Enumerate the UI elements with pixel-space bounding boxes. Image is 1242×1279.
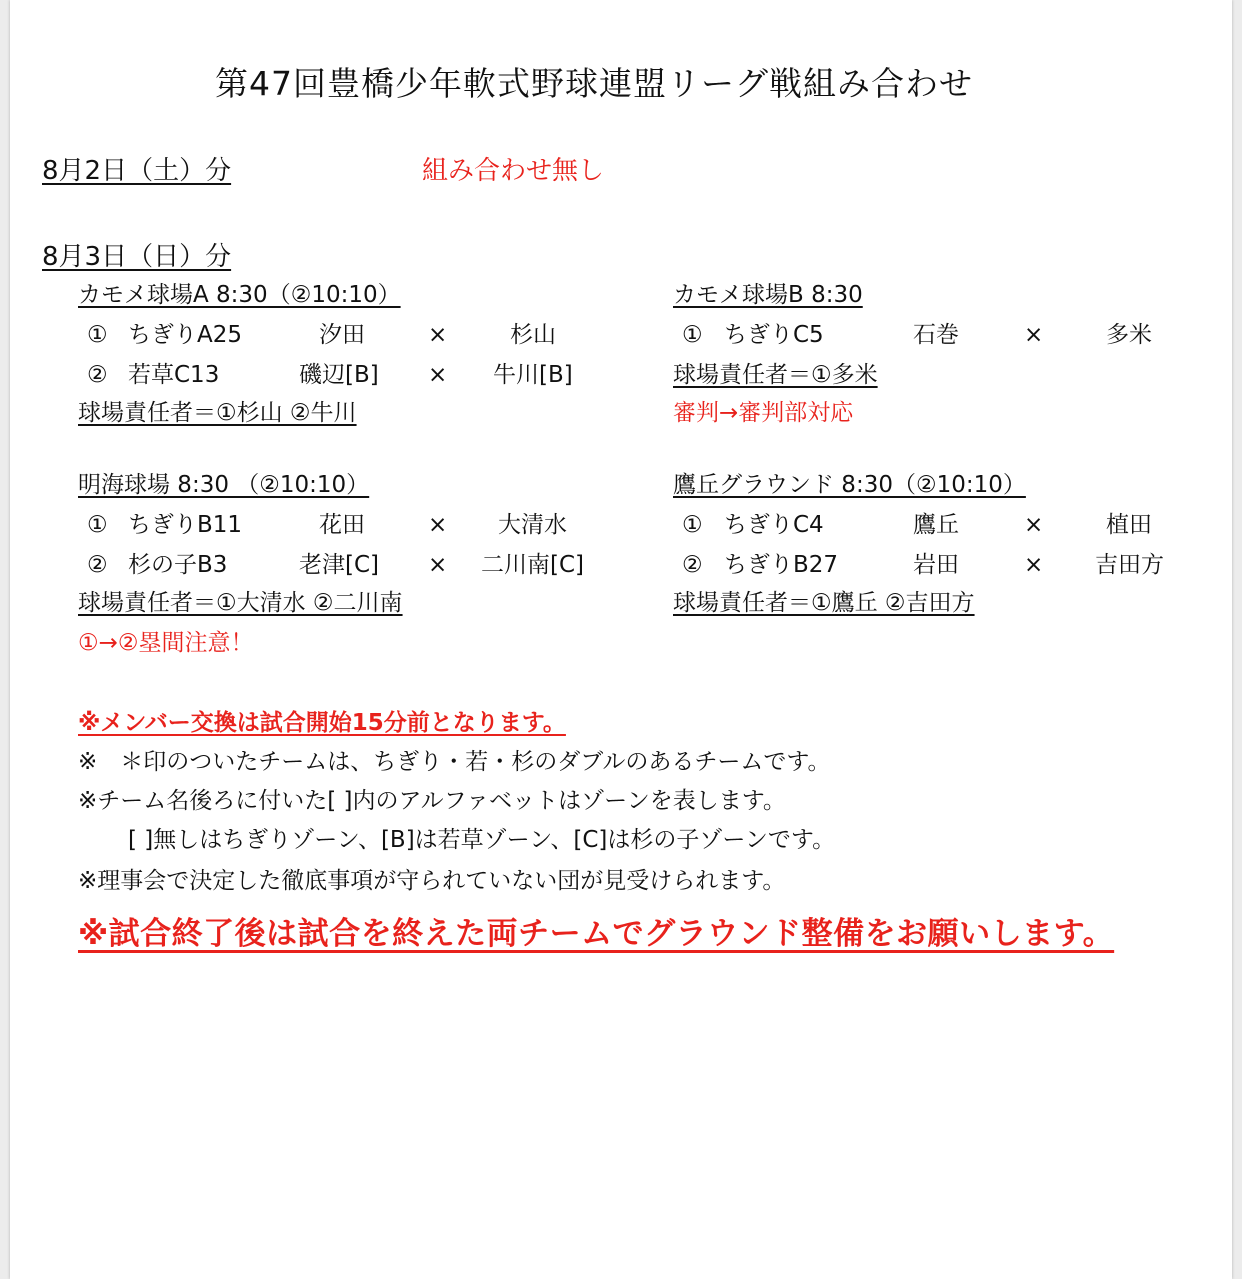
versus-mark: × xyxy=(428,322,448,348)
ground-maintenance-note: ※試合終了後は試合を終えた両チームでグラウンド整備をお願いします。 xyxy=(78,916,1115,952)
home-team: 磯辺[B] xyxy=(299,362,379,388)
versus-mark: × xyxy=(1024,322,1044,348)
day1-note: 組み合わせ無し xyxy=(422,156,605,186)
game-class: 杉の子B3 xyxy=(128,552,228,578)
away-team: 大清水 xyxy=(498,512,567,538)
day1-date: 8月2日（土）分 xyxy=(42,156,232,186)
ground-manager: 球場責任者＝①杉山 ②牛川 xyxy=(78,400,357,426)
home-team: 花田 xyxy=(319,512,365,538)
versus-mark: × xyxy=(428,512,448,538)
game-class: ちぎりC5 xyxy=(724,322,824,348)
umpire-note: 審判→審判部対応 xyxy=(673,400,854,426)
game-no: ② xyxy=(682,552,703,578)
away-team: 杉山 xyxy=(510,322,556,348)
game-class: ちぎりA25 xyxy=(128,322,243,348)
versus-mark: × xyxy=(428,362,448,388)
venue-header: 明海球場 8:30 （②10:10） xyxy=(78,472,370,498)
ground-manager: 球場責任者＝①大清水 ②二川南 xyxy=(78,590,403,616)
zone-detail-note: [ ]無しはちぎりゾーン、[B]は若草ゾーン、[C]は杉の子ゾーンです。 xyxy=(128,827,836,853)
home-team: 鷹丘 xyxy=(913,512,959,538)
ground-manager: 球場責任者＝①鷹丘 ②吉田方 xyxy=(673,590,975,616)
away-team: 多米 xyxy=(1106,322,1152,348)
ground-manager: 球場責任者＝①多米 xyxy=(673,362,878,388)
versus-mark: × xyxy=(1024,512,1044,538)
game-no: ① xyxy=(87,322,108,348)
page-title: 第47回豊橋少年軟式野球連盟リーグ戦組み合わせ xyxy=(215,64,973,103)
game-class: ちぎりC4 xyxy=(724,512,824,538)
game-class: ちぎりB11 xyxy=(128,512,243,538)
base-distance-note: ①→②塁間注意！ xyxy=(78,630,254,656)
home-team: 岩田 xyxy=(913,552,959,578)
venue-header: カモメ球場A 8:30（②10:10） xyxy=(78,282,401,308)
asterisk-note: ※ ＊印のついたチームは、ちぎり・若・杉のダブルのあるチームです。 xyxy=(78,749,831,775)
game-no: ① xyxy=(87,512,108,538)
versus-mark: × xyxy=(1024,552,1044,578)
home-team: 汐田 xyxy=(319,322,365,348)
away-team: 植田 xyxy=(1106,512,1152,538)
home-team: 老津[C] xyxy=(299,552,380,578)
game-class: ちぎりB27 xyxy=(724,552,839,578)
home-team: 石巻 xyxy=(913,322,959,348)
versus-mark: × xyxy=(428,552,448,578)
zone-note: ※チーム名後ろに付いた[ ]内のアルファベットはゾーンを表します。 xyxy=(78,788,786,814)
game-no: ② xyxy=(87,552,108,578)
document-page xyxy=(10,0,1232,1279)
away-team: 吉田方 xyxy=(1095,552,1164,578)
game-no: ① xyxy=(682,512,703,538)
member-exchange-note: ※メンバー交換は試合開始15分前となります。 xyxy=(78,710,566,736)
venue-header: カモメ球場B 8:30 xyxy=(673,282,863,308)
day2-date: 8月3日（日）分 xyxy=(42,242,232,272)
away-team: 二川南[C] xyxy=(481,552,585,578)
council-note: ※理事会で決定した徹底事項が守られていない団が見受けられます。 xyxy=(78,868,786,894)
game-no: ① xyxy=(682,322,703,348)
game-class: 若草C13 xyxy=(128,362,220,388)
venue-header: 鷹丘グラウンド 8:30（②10:10） xyxy=(673,472,1026,498)
game-no: ② xyxy=(87,362,108,388)
away-team: 牛川[B] xyxy=(493,362,573,388)
